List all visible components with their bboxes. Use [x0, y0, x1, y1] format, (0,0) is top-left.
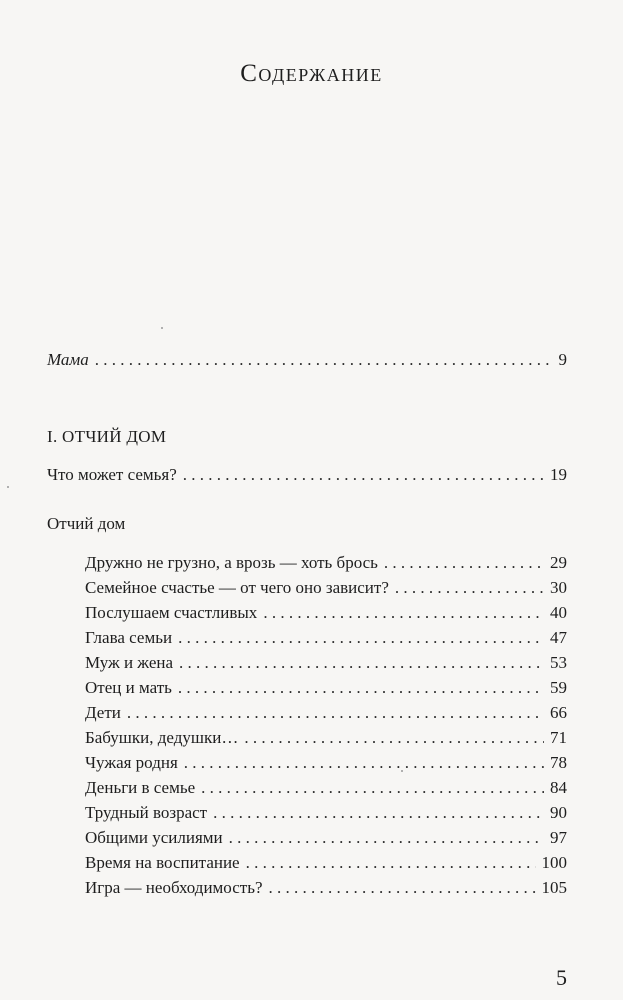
toc-entry[interactable] — [85, 627, 567, 649]
page-title: Содержание — [240, 60, 383, 87]
toc-entry[interactable] — [85, 652, 567, 674]
dot-leader — [269, 877, 536, 899]
toc-entry[interactable] — [85, 752, 567, 774]
toc-entry-label: Общими усилиями — [85, 828, 223, 847]
toc-entry-label: Послушаем счастливых — [85, 603, 258, 622]
toc-entry[interactable] — [85, 877, 567, 899]
paper-speck — [161, 327, 163, 329]
toc-entry-label: Чужая родня — [85, 753, 178, 772]
page-number: 5 — [556, 965, 567, 990]
subsection-heading: Отчий дом — [47, 514, 126, 533]
toc-entry-label: Бабушки, дедушки… — [85, 728, 239, 747]
toc-page-number: 59 — [550, 678, 567, 697]
dot-leader — [263, 602, 544, 624]
dot-leader — [178, 677, 544, 699]
dot-leader — [178, 627, 544, 649]
section-heading: I. ОТЧИЙ ДОМ — [47, 427, 167, 446]
dot-leader — [183, 464, 544, 486]
toc-page-number: 97 — [550, 828, 567, 847]
paper-speck — [401, 770, 403, 772]
toc-entry[interactable] — [85, 552, 567, 574]
dot-leader — [213, 802, 544, 824]
dot-leader — [244, 727, 544, 749]
toc-page-number: 105 — [541, 878, 567, 897]
toc-entry[interactable] — [85, 702, 567, 724]
dot-leader — [184, 752, 544, 774]
toc-entry-label: Дружно не грузно, а врозь — хоть брось — [85, 553, 378, 572]
dot-leader — [246, 852, 536, 874]
toc-entry[interactable] — [85, 852, 567, 874]
dot-leader — [95, 349, 553, 371]
dot-leader — [395, 577, 544, 599]
toc-entry-section[interactable] — [47, 464, 567, 486]
toc-entry[interactable] — [85, 827, 567, 849]
toc-entry-label: Деньги в семье — [85, 778, 196, 797]
toc-entry-label: Что может семья? — [47, 465, 177, 484]
toc-page-number: 19 — [550, 465, 567, 484]
toc-entry-label: Семейное счастье — от чего оно зависит? — [85, 578, 389, 597]
toc-entry-label: Игра — необходимость? — [85, 878, 263, 897]
toc-entry[interactable] — [85, 677, 567, 699]
toc-entry[interactable] — [85, 602, 567, 624]
dot-leader — [179, 652, 544, 674]
toc-entry-label: Дети — [85, 703, 121, 722]
toc-page-number: 29 — [550, 553, 567, 572]
toc-entry-label: Мама — [47, 350, 89, 369]
toc-page-number: 47 — [550, 628, 567, 647]
dot-leader — [201, 777, 544, 799]
dot-leader — [384, 552, 544, 574]
toc-entry-label: Трудный возраст — [85, 803, 208, 822]
toc-page-number: 90 — [550, 803, 567, 822]
toc-page-number: 66 — [550, 703, 567, 722]
toc-page-number: 100 — [541, 853, 567, 872]
toc-page-number: 30 — [550, 578, 567, 597]
dot-leader — [127, 702, 544, 724]
toc-page-number: 40 — [550, 603, 567, 622]
toc-entry-label: Время на воспитание — [85, 853, 240, 872]
toc-entry[interactable] — [85, 727, 567, 749]
toc-page-number: 53 — [550, 653, 567, 672]
toc-entry-label: Глава семьи — [85, 628, 173, 647]
toc-page-number: 9 — [558, 350, 567, 369]
dot-leader — [229, 827, 544, 849]
toc-entry[interactable] — [85, 577, 567, 599]
toc-entry[interactable] — [85, 802, 567, 824]
paper-speck — [7, 486, 9, 488]
toc-page-number: 71 — [550, 728, 567, 747]
toc-entry-label: Отец и мать — [85, 678, 172, 697]
toc-entry-label: Муж и жена — [85, 653, 174, 672]
toc-page-number: 84 — [550, 778, 567, 797]
toc-page-number: 78 — [550, 753, 567, 772]
toc-entry-intro[interactable] — [47, 349, 567, 371]
toc-entry[interactable] — [85, 777, 567, 799]
